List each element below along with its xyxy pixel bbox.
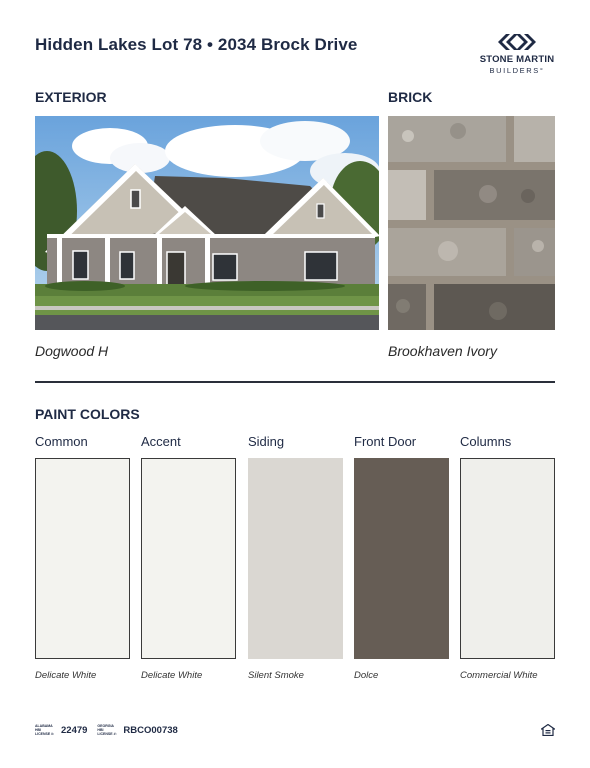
exterior-heading: EXTERIOR [35, 89, 107, 105]
swatch-name-columns: Commercial White [460, 670, 538, 681]
color-swatch-common [35, 458, 130, 659]
page-title: Hidden Lakes Lot 78 • 2034 Brock Drive [35, 35, 358, 54]
exterior-rendering [35, 116, 379, 330]
brick-sample-image [388, 116, 555, 330]
swatch-name-common: Delicate White [35, 670, 97, 681]
logo-text-secondary: BUILDERS° [489, 66, 545, 75]
swatch-label-accent: Accent [141, 434, 181, 449]
exterior-model-name: Dogwood H [35, 343, 109, 359]
license-label-georgia: GEORGIA HBI LICENSE #: [97, 724, 117, 736]
section-divider [35, 381, 555, 383]
swatch-name-accent: Delicate White [141, 670, 203, 681]
brand-logo [474, 32, 560, 82]
equal-housing-icon [541, 723, 555, 735]
color-swatch-columns [460, 458, 555, 659]
swatch-name-siding: Silent Smoke [248, 670, 304, 681]
paint-colors-heading: PAINT COLORS [35, 406, 140, 422]
color-swatch-siding [248, 458, 343, 659]
license-number-alabama: 22479 [61, 724, 88, 736]
color-swatch-accent [141, 458, 236, 659]
swatch-label-front-door: Front Door [354, 434, 417, 449]
color-swatch-front-door [354, 458, 449, 659]
logo-text-primary: STONE MARTIN [479, 54, 555, 65]
license-number-georgia: RBCO00738 [123, 724, 178, 736]
brick-name: Brookhaven Ivory [388, 343, 497, 359]
stone-martin-logo-icon [498, 32, 536, 52]
license-footer [35, 722, 188, 738]
swatch-label-columns: Columns [460, 434, 512, 449]
brick-heading: BRICK [388, 89, 433, 105]
swatch-name-front-door: Dolce [354, 670, 379, 681]
license-label-alabama: ALABAMA HBI LICENSE #: [35, 724, 55, 736]
swatch-label-siding: Siding [248, 434, 285, 449]
swatch-label-common: Common [35, 434, 88, 449]
